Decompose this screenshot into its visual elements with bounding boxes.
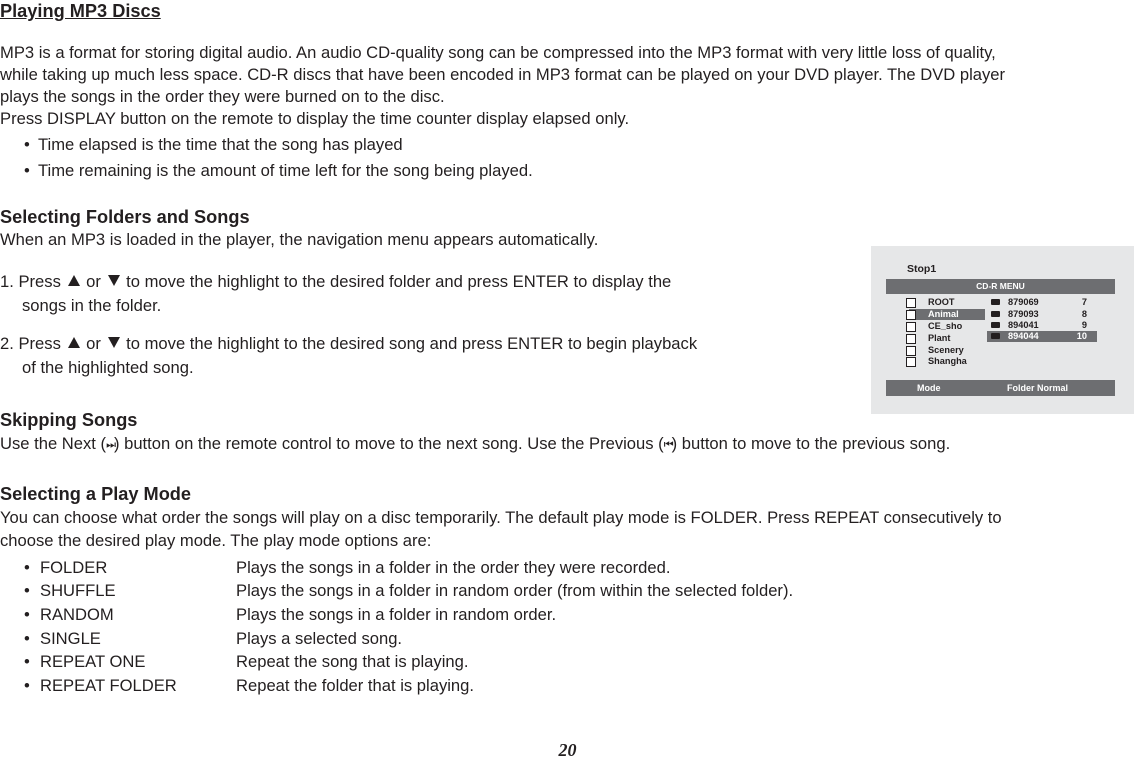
- intro-line: Press DISPLAY button on the remote to display the time counter display elapsed only.: [0, 109, 630, 128]
- bullet-dot: •: [24, 652, 30, 671]
- song-icon: [991, 322, 1000, 328]
- step-1-prefix: 1. Press: [0, 272, 61, 291]
- skip-text: [0, 433, 950, 456]
- folder-item[interactable]: Shangha: [909, 356, 985, 367]
- mode-label: Mode: [917, 383, 941, 393]
- playmode-line: choose the desired play mode. The play mode options are:: [0, 531, 432, 550]
- folder-icon: [906, 298, 916, 308]
- step-2-or: or: [86, 334, 101, 353]
- song-item[interactable]: 894041 9: [987, 320, 1097, 331]
- page-title: Playing MP3 Discs: [0, 1, 161, 21]
- folder-item[interactable]: ROOT: [909, 297, 985, 308]
- section-heading: Selecting Folders and Songs: [0, 207, 250, 227]
- bullet-text: Time remaining is the amount of time left for the song being played.: [38, 161, 533, 180]
- folder-icon: [906, 310, 916, 320]
- folder-item[interactable]: CE_sho: [909, 321, 985, 332]
- mode-term: RANDOM: [40, 605, 114, 624]
- mode-term: SINGLE: [40, 629, 101, 648]
- section-text: When an MP3 is loaded in the player, the navigation menu appears automatically.: [0, 230, 599, 249]
- skip-text-a: Use the Next (: [0, 434, 107, 453]
- folder-item[interactable]: Plant: [909, 333, 985, 344]
- intro-line: while taking up much less space. CD-R discs that have been encoded in MP3 format can be played on your DVD player. The DVD player: [0, 65, 1006, 84]
- step-2-line-2: of the highlighted song.: [22, 358, 194, 377]
- step-1-line-2: songs in the folder.: [22, 296, 162, 315]
- mode-term: SHUFFLE: [40, 581, 116, 600]
- song-icon: [991, 299, 1000, 305]
- mode-bar: [886, 380, 1115, 396]
- next-track-icon: ⏭: [106, 439, 114, 451]
- up-arrow-icon: [68, 337, 80, 348]
- mode-desc: Repeat the song that is playing.: [236, 652, 469, 671]
- down-arrow-icon: [108, 337, 120, 348]
- bullet-dot: •: [24, 605, 30, 624]
- mode-desc: Plays the songs in a folder in the order they were recorded.: [236, 558, 671, 577]
- song-item-selected[interactable]: 894044 10: [987, 331, 1097, 342]
- mode-term: REPEAT ONE: [40, 652, 146, 671]
- mode-desc: Plays the songs in a folder in random order.: [236, 605, 557, 624]
- song-icon: [991, 333, 1000, 339]
- bullet-text: Time elapsed is the time that the song has played: [38, 135, 403, 154]
- song-icon: [991, 311, 1000, 317]
- folder-icon: [906, 322, 916, 332]
- step-2-prefix: 2. Press: [0, 334, 61, 353]
- song-item[interactable]: 879093 8: [987, 309, 1097, 320]
- step-2-rest: to move the highlight to the desired song and press ENTER to begin playback: [126, 334, 698, 353]
- previous-track-icon: ⏮: [663, 439, 672, 451]
- bullet-dot: •: [24, 629, 30, 648]
- mode-term: FOLDER: [40, 558, 108, 577]
- intro-line: MP3 is a format for storing digital audio. An audio CD-quality song can be compressed into the MP3 format with very little loss of quality,: [0, 43, 996, 62]
- intro-line: plays the songs in the order they were burned on to the disc.: [0, 87, 445, 106]
- mode-desc: Plays the songs in a folder in random order (from within the selected folder).: [236, 581, 794, 600]
- cdr-menu-screen: [871, 246, 1134, 414]
- section-heading: Skipping Songs: [0, 410, 138, 430]
- section-heading: Selecting a Play Mode: [0, 484, 192, 504]
- folder-icon: [906, 334, 916, 344]
- step-1: [0, 271, 671, 293]
- folder-icon: [906, 357, 916, 367]
- folder-icon: [906, 346, 916, 356]
- bullet-dot: •: [24, 135, 30, 154]
- menu-title-bar: CD-R MENU: [886, 279, 1115, 294]
- folder-item-selected[interactable]: Animal: [909, 309, 985, 320]
- skip-text-c: ) button to move to the previous song.: [671, 434, 951, 453]
- down-arrow-icon: [108, 275, 120, 286]
- playmode-line: You can choose what order the songs will play on a disc temporarily. The default play mode is FOLDER. Press REPEAT consecutively to: [0, 508, 1002, 527]
- playback-status: Stop1: [907, 263, 937, 275]
- up-arrow-icon: [68, 275, 80, 286]
- mode-term: REPEAT FOLDER: [40, 676, 177, 695]
- song-item[interactable]: 879069 7: [987, 297, 1097, 308]
- step-1-rest: to move the highlight to the desired folder and press ENTER to display the: [126, 272, 672, 291]
- page-number: 20: [558, 740, 577, 760]
- step-2: [0, 333, 697, 355]
- bullet-dot: •: [24, 676, 30, 695]
- skip-text-b: ) button on the remote control to move to the next song. Use the Previous (: [113, 434, 664, 453]
- mode-desc: Repeat the folder that is playing.: [236, 676, 474, 695]
- mode-value: Folder Normal: [1007, 383, 1069, 393]
- bullet-dot: •: [24, 161, 30, 180]
- bullet-dot: •: [24, 581, 30, 600]
- bullet-dot: •: [24, 558, 30, 577]
- step-1-or: or: [86, 272, 101, 291]
- mode-desc: Plays a selected song.: [236, 629, 403, 648]
- folder-item[interactable]: Scenery: [909, 345, 985, 356]
